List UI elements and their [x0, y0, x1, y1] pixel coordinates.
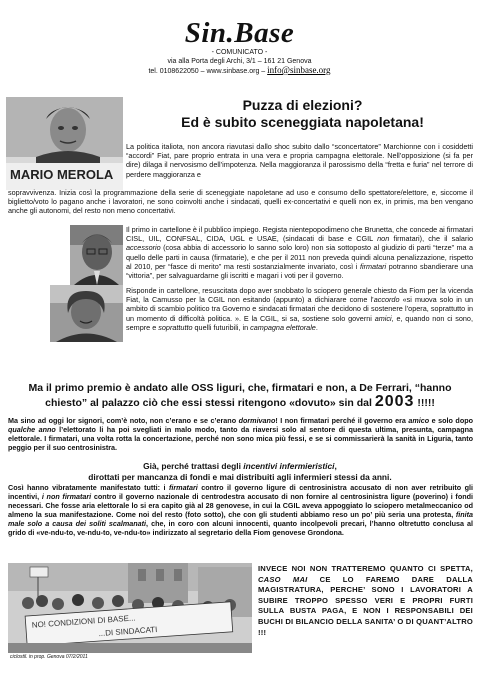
main-statement-line-1: Ma il primo premio è andato alle OSS liguri, che, firmatari e non, a De Ferrari, “hanno	[28, 382, 452, 394]
portrait-image	[50, 285, 123, 342]
communique-label: - COMUNICATO -	[211, 49, 268, 56]
headline	[130, 97, 475, 131]
incentives-statement	[8, 461, 472, 482]
demonstration-photo	[8, 563, 252, 653]
incentives-line-2: dirottati per mancanza di fondi e mai distribuiti agli infermieri stessi da anni.	[88, 471, 392, 482]
banner-line-1: NO! CONDIZIONI DI BASE...	[31, 613, 136, 630]
camusso-photo	[50, 285, 123, 342]
intro-paragraph-b: sopravvivenza. Inizia così la programmazione della serie di sceneggiate napoletane ad uso e consumo dello spettatore/elettore, e, siccome il biglietto/voto lo pagano anche i lavoratori, ne sono coinvolti anche i sindacati, quelli ex-concertativi e quelli non ex, in primis, ma ben vengano anche gli autonomi, del resto non meno concertativi.	[8, 188, 473, 216]
banner-line-2: ...DI SINDACATI	[98, 624, 158, 639]
contact-text: tel. 0108622050 – www.sinbase.org –	[148, 68, 268, 75]
headline-line-2: Ed è subito sceneggiata napoletana!	[181, 114, 424, 130]
paragraph-public-sector: Il primo in cartellone è il pubblico impiego. Regista nientepopodimeno che Brunetta, che concede ai firmatari CISL, UIL, CONFSAL, CIDA, UGL e USAE, (sindacati di base e CGIL non firmatari), che il salario accessorio (cosa abbia di accessorio lo sanno solo loro) non sia sottoposto al giudizio di parti “terze” ma a quello delle parti in causa (firmatarie), e che per il 2011 non preveda quindi alcuna penalizzazione, rispetto al 2010, per “fasce di merito” ma resti sostanzialmente invariato, così i firmatari potranno sbandierare una “vittoria”, per salvaguardarne gli iscritti e magari i voti per il governo.	[126, 225, 473, 281]
masthead	[0, 18, 479, 76]
address-line: via alla Porta degli Archi, 3/1 – 161 21 Genova	[167, 58, 312, 65]
brand-title: Sin.Base	[184, 17, 295, 49]
protest-image	[8, 563, 252, 653]
main-statement	[8, 382, 472, 410]
main-statement-line-2: chiesto” al palazzo ciò che essi stessi ritengono «dovuto» sin dal 2003 !!!!!	[45, 393, 435, 410]
album-cover-image	[6, 97, 123, 190]
portrait-image	[70, 225, 123, 285]
print-stamp: ciclostil. in prop. Genova 07/2/2011	[10, 654, 88, 660]
paragraph-cgil: Risponde in cartellone, resuscitata dopo aver snobbato lo sciopero generale chiesto da Fiom per la vicenda Fiat, la Camusso per la CGIL non esitando (appunto) a dichiarare come l’accordo «si muova solo in un ambito di scambio politico tra Governo e sindacati firmatari che decidono di sostenere l’opera, soprattutto in un momento di difficoltà politica. ». E la CGIL, si sa, sostiene solo governi amici, e, quando non ci sono, sempre e soprattutto quelli futuribili, in campagna elettorale.	[126, 286, 474, 332]
album-cover-caption: MARIO MEROLA	[10, 167, 114, 182]
album-cover-photo	[6, 97, 123, 190]
incentives-line-1: Già, perché trattasi degli incentivi infermieristici,	[143, 461, 337, 471]
brunetta-photo	[70, 225, 123, 285]
paragraph-signers: Ma sino ad oggi lor signori, com’è noto, non c’erano e se c’erano dormivano! I non firmatari perché il governo era amico e solo dopo qualche anno l’elettorato li ha poi svegliati in malo modo, tanto da riaversi solo al sentore di questa ultima, presunta, campagna elettorale. I firmatari, una volta rotta la concertazione, perché non sono mica più fessi, e se si commissarierà la sanità in Liguria, tanto peggio per il suo centrosinistra.	[8, 416, 473, 453]
closing-statement: INVECE NOI NON TRATTEREMO QUANTO CI SPETTA, CASO MAI CE LO FAREMO DARE DALLA MAGISTRATURA, PERCHE’ SONO I LAVORATORI A SUBIRE TROPPO SPESSO VERI E PROPRI FURTI SULLA BUSTA PAGA, E NON I RESPONSABILI DEI BUCHI DI BILANCIO DELLA SANITA’ O DI QUANT’ALTRO !!!	[258, 564, 473, 637]
headline-line-1: Puzza di elezioni?	[242, 97, 363, 113]
highlight-year: 2003	[374, 393, 415, 410]
contact-line	[0, 66, 479, 76]
intro-paragraph-a: La politica italiota, non ancora riavutasi dallo shoc subito dallo “sconcertatore” Marchionne con i cosiddetti “accordi” Fiat, pare proprio entrata in una vera e propria campagna elettorale. Nell’opposizione (si fa per dire) dilaga il nervosismo dell’impotenza. Nella maggioranza il parossismo della “fretta e furia” nel terrore di perdere maggioranza e	[126, 142, 473, 179]
email-link[interactable]: info@sinbase.org	[267, 65, 331, 75]
paragraph-demonstration: Così hanno vibratamente manifestato tutti: i firmatari contro il governo ligure di centrosinistra accusato di non aver retribuito gli incentivi, i non firmatari contro il governo nazionale di centrodestra accusato di non fornire al centrosinistra ligure (poverino) i fondi necessari. Che fosse aria elettorale lo si era capito già al 28 genovese, in cui la CGIL aveva appoggiato lo sciopero metalmeccanico od almeno la sua manifestazione. Come noi del resto (foto sotto), che con gli studenti abbiamo reso un po’ più seria una protesta, finita male solo a causa dei soliti scalmanati, che, in coro con alcuni innocenti, quanto incolpevoli precari, l’hanno oltretutto conclusa al grido di «ve-ndu-to, ve-ndu-to, ve-ndu-to» indirizzato al segretario della Fiom genovese Grondona.	[8, 483, 473, 538]
